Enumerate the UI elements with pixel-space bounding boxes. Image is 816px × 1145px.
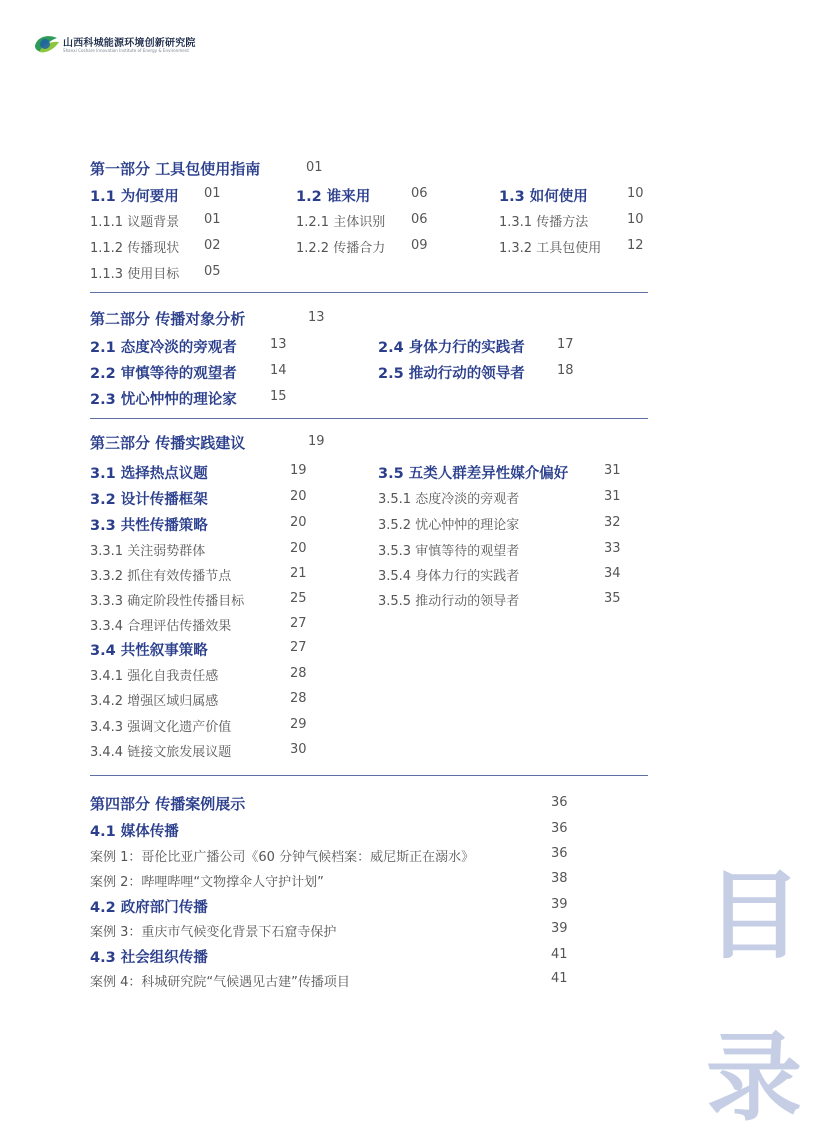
toc-3-3-page: 20 xyxy=(290,515,307,530)
toc-3-4-3-page: 29 xyxy=(290,717,307,732)
toc-4-1[interactable]: 4.1 媒体传播 xyxy=(90,824,179,840)
toc-1-2-1[interactable]: 1.2.1 主体识别 xyxy=(296,215,386,230)
toc-4-3[interactable]: 4.3 社会组织传播 xyxy=(90,950,208,966)
part1-title[interactable]: 第一部分 工具包使用指南 xyxy=(90,160,261,178)
part3-title[interactable]: 第三部分 传播实践建议 xyxy=(90,434,246,452)
leaf-logo-icon xyxy=(33,32,61,56)
toc-1-1-page: 01 xyxy=(204,186,221,201)
toc-1-2[interactable]: 1.2 谁来用 xyxy=(296,189,371,205)
toc-3-5[interactable]: 3.5 五类人群差异性媒介偏好 xyxy=(378,466,569,482)
toc-3-5-5[interactable]: 3.5.5 推动行动的领导者 xyxy=(378,594,520,609)
part3-page: 19 xyxy=(308,434,325,449)
part2-page: 13 xyxy=(308,310,325,325)
toc-2-4[interactable]: 2.4 身体力行的实践者 xyxy=(378,340,525,356)
toc-1-3-2[interactable]: 1.3.2 工具包使用 xyxy=(499,241,602,256)
toc-3-3-2-page: 21 xyxy=(290,566,307,581)
toc-3-5-4-page: 34 xyxy=(604,566,621,581)
toc-3-4-2[interactable]: 3.4.2 增强区域归属感 xyxy=(90,694,219,709)
toc-case-1-page: 36 xyxy=(551,846,568,861)
toc-1-3-page: 10 xyxy=(627,186,644,201)
toc-3-2-page: 20 xyxy=(290,489,307,504)
toc-3-5-2[interactable]: 3.5.2 忧心忡忡的理论家 xyxy=(378,518,520,533)
toc-2-3[interactable]: 2.3 忧心忡忡的理论家 xyxy=(90,392,237,408)
toc-3-4-2-page: 28 xyxy=(290,691,307,706)
toc-3-5-5-page: 35 xyxy=(604,591,621,606)
section-divider xyxy=(90,775,648,776)
toc-3-3-1[interactable]: 3.3.1 关注弱势群体 xyxy=(90,544,206,559)
part4-page: 36 xyxy=(551,795,568,810)
toc-1-2-page: 06 xyxy=(411,186,428,201)
toc-3-3[interactable]: 3.3 共性传播策略 xyxy=(90,518,208,534)
section-divider xyxy=(90,418,648,419)
toc-4-2[interactable]: 4.2 政府部门传播 xyxy=(90,900,208,916)
toc-case-4-page: 41 xyxy=(551,971,568,986)
toc-2-2[interactable]: 2.2 审慎等待的观望者 xyxy=(90,366,237,382)
section-divider xyxy=(90,292,648,293)
part4-title[interactable]: 第四部分 传播案例展示 xyxy=(90,795,246,813)
toc-3-4[interactable]: 3.4 共性叙事策略 xyxy=(90,643,208,659)
toc-case-1[interactable]: 案例 1：哥伦比亚广播公司《60 分钟气候档案：威尼斯正在溺水》 xyxy=(90,850,475,865)
toc-3-3-3-page: 25 xyxy=(290,591,307,606)
logo-subtitle: Shanxi Coshare Innovation Institute of Energy & Environment xyxy=(63,48,190,53)
toc-4-2-page: 39 xyxy=(551,897,568,912)
toc-3-4-1[interactable]: 3.4.1 强化自我责任感 xyxy=(90,669,219,684)
toc-3-3-2[interactable]: 3.3.2 抓住有效传播节点 xyxy=(90,569,232,584)
toc-1-2-2[interactable]: 1.2.2 传播合力 xyxy=(296,241,386,256)
toc-case-2-page: 38 xyxy=(551,871,568,886)
toc-3-4-page: 27 xyxy=(290,640,307,655)
toc-1-3[interactable]: 1.3 如何使用 xyxy=(499,189,588,205)
toc-3-5-3[interactable]: 3.5.3 审慎等待的观望者 xyxy=(378,544,520,559)
institute-logo xyxy=(33,32,223,58)
toc-1-1[interactable]: 1.1 为何要用 xyxy=(90,189,179,205)
toc-2-5[interactable]: 2.5 推动行动的领导者 xyxy=(378,366,525,382)
toc-1-1-1-page: 01 xyxy=(204,212,221,227)
toc-2-3-page: 15 xyxy=(270,389,287,404)
toc-1-3-1-page: 10 xyxy=(627,212,644,227)
part1-page: 01 xyxy=(306,160,323,175)
toc-1-1-3[interactable]: 1.1.3 使用目标 xyxy=(90,267,180,282)
toc-1-1-2-page: 02 xyxy=(204,238,221,253)
toc-2-2-page: 14 xyxy=(270,363,287,378)
toc-3-4-3[interactable]: 3.4.3 强调文化遗产价值 xyxy=(90,720,232,735)
toc-case-2[interactable]: 案例 2：哔哩哔哩“文物撑伞人守护计划” xyxy=(90,875,324,890)
toc-4-3-page: 41 xyxy=(551,947,568,962)
toc-1-1-3-page: 05 xyxy=(204,264,221,279)
toc-case-3-page: 39 xyxy=(551,921,568,936)
toc-1-1-2[interactable]: 1.1.2 传播现状 xyxy=(90,241,180,256)
toc-3-3-1-page: 20 xyxy=(290,541,307,556)
toc-2-1-page: 13 xyxy=(270,337,287,352)
toc-case-3[interactable]: 案例 3：重庆市气候变化背景下石窟寺保护 xyxy=(90,925,337,940)
toc-3-5-3-page: 33 xyxy=(604,541,621,556)
toc-3-4-4[interactable]: 3.4.4 链接文旅发展议题 xyxy=(90,745,232,760)
toc-3-5-4[interactable]: 3.5.4 身体力行的实践者 xyxy=(378,569,520,584)
side-title-char-mu: 目 xyxy=(706,860,802,972)
toc-3-1-page: 19 xyxy=(290,463,307,478)
toc-3-3-4-page: 27 xyxy=(290,616,307,631)
toc-1-2-1-page: 06 xyxy=(411,212,428,227)
logo-title: 山西科城能源环境创新研究院 xyxy=(63,38,196,49)
toc-3-3-4[interactable]: 3.3.4 合理评估传播效果 xyxy=(90,619,232,634)
toc-3-5-1[interactable]: 3.5.1 态度冷淡的旁观者 xyxy=(378,492,520,507)
toc-1-1-1[interactable]: 1.1.1 议题背景 xyxy=(90,215,180,230)
toc-1-2-2-page: 09 xyxy=(411,238,428,253)
toc-3-1[interactable]: 3.1 选择热点议题 xyxy=(90,466,208,482)
toc-1-3-2-page: 12 xyxy=(627,238,644,253)
toc-3-4-4-page: 30 xyxy=(290,742,307,757)
toc-case-4[interactable]: 案例 4：科城研究院“气候遇见古建”传播项目 xyxy=(90,975,350,990)
toc-4-1-page: 36 xyxy=(551,821,568,836)
side-title-char-lu: 录 xyxy=(706,1022,802,1134)
toc-3-2[interactable]: 3.2 设计传播框架 xyxy=(90,492,208,508)
toc-3-4-1-page: 28 xyxy=(290,666,307,681)
toc-2-4-page: 17 xyxy=(557,337,574,352)
toc-3-5-2-page: 32 xyxy=(604,515,621,530)
part2-title[interactable]: 第二部分 传播对象分析 xyxy=(90,310,246,328)
toc-1-3-1[interactable]: 1.3.1 传播方法 xyxy=(499,215,589,230)
toc-2-5-page: 18 xyxy=(557,363,574,378)
toc-3-5-1-page: 31 xyxy=(604,489,621,504)
toc-2-1[interactable]: 2.1 态度冷淡的旁观者 xyxy=(90,340,237,356)
toc-3-3-3[interactable]: 3.3.3 确定阶段性传播目标 xyxy=(90,594,245,609)
toc-3-5-page: 31 xyxy=(604,463,621,478)
